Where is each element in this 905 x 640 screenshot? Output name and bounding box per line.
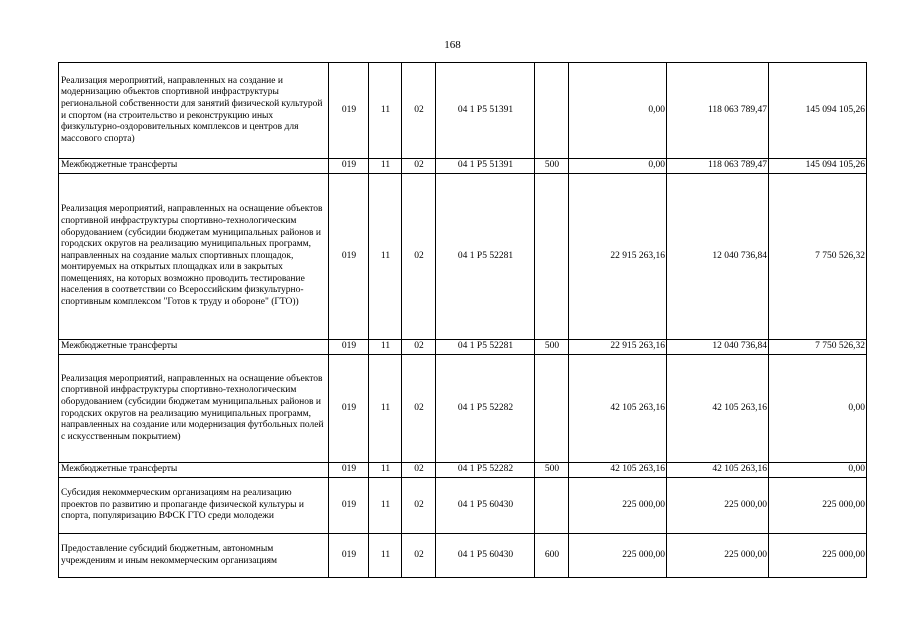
budget-table (58, 62, 867, 578)
cell-subsection: 02 (402, 463, 436, 478)
cell-target: 04 1 P5 51391 (436, 63, 535, 159)
cell-target: 04 1 P5 52281 (436, 340, 535, 355)
cell-section: 11 (369, 174, 402, 340)
cell-year3: 0,00 (769, 463, 867, 478)
cell-target: 04 1 P5 52282 (436, 463, 535, 478)
table-row (59, 534, 867, 578)
table-row (59, 355, 867, 463)
cell-year1: 0,00 (569, 63, 667, 159)
cell-subsection: 02 (402, 174, 436, 340)
cell-section: 11 (369, 63, 402, 159)
cell-section: 11 (369, 340, 402, 355)
cell-year3: 7 750 526,32 (769, 174, 867, 340)
table-row (59, 63, 867, 159)
cell-name: Реализация мероприятий, направленных на создание и модернизацию объектов спортивной инфраструктуры региональной собственности для занятий физической культурой и спортом (на строительство и реконструкцию иных физкультурно-оздоровительных комплексов и центров для массового спорта) (59, 63, 329, 159)
cell-subsection: 02 (402, 534, 436, 578)
cell-subsection: 02 (402, 340, 436, 355)
cell-target: 04 1 P5 60430 (436, 534, 535, 578)
cell-vr (535, 174, 569, 340)
cell-year1: 22 915 263,16 (569, 174, 667, 340)
cell-year1: 0,00 (569, 159, 667, 174)
cell-vr (535, 355, 569, 463)
cell-year2: 42 105 263,16 (667, 355, 769, 463)
cell-subsection: 02 (402, 355, 436, 463)
cell-year3: 225 000,00 (769, 534, 867, 578)
cell-ministry: 019 (329, 63, 369, 159)
cell-year2: 225 000,00 (667, 478, 769, 534)
cell-ministry: 019 (329, 174, 369, 340)
table-row (59, 463, 867, 478)
cell-name: Межбюджетные трансферты (59, 340, 329, 355)
cell-year3: 225 000,00 (769, 478, 867, 534)
cell-ministry: 019 (329, 159, 369, 174)
cell-year3: 145 094 105,26 (769, 63, 867, 159)
cell-ministry: 019 (329, 340, 369, 355)
cell-ministry: 019 (329, 463, 369, 478)
cell-year3: 7 750 526,32 (769, 340, 867, 355)
cell-vr (535, 63, 569, 159)
cell-vr: 500 (535, 159, 569, 174)
cell-year2: 118 063 789,47 (667, 63, 769, 159)
table-row (59, 340, 867, 355)
cell-ministry: 019 (329, 534, 369, 578)
cell-subsection: 02 (402, 478, 436, 534)
cell-section: 11 (369, 478, 402, 534)
cell-name: Субсидия некоммерческим организациям на реализацию проектов по развитию и пропаганде физической культуры и спорта, популяризацию ВФСК ГТО среди молодежи (59, 478, 329, 534)
cell-year2: 42 105 263,16 (667, 463, 769, 478)
cell-name: Реализация мероприятий, направленных на оснащение объектов спортивной инфраструктуры спортивно-технологическим оборудованием (субсидии бюджетам муниципальных районов и городских округов на реализацию муниципальных программ, направленных на создание малых спортивных площадок, монтируемых на открытых площадках или в закрытых помещениях, на которых возможно проводить тестирование населения в соответствии со Всероссийским физкультурно-спортивным комплексом "Готов к труду и обороне" (ГТО)) (59, 174, 329, 340)
cell-year3: 145 094 105,26 (769, 159, 867, 174)
cell-year2: 12 040 736,84 (667, 174, 769, 340)
cell-vr: 600 (535, 534, 569, 578)
table-row (59, 478, 867, 534)
cell-target: 04 1 P5 52282 (436, 355, 535, 463)
cell-ministry: 019 (329, 478, 369, 534)
cell-target: 04 1 P5 52281 (436, 174, 535, 340)
cell-vr (535, 478, 569, 534)
cell-vr: 500 (535, 463, 569, 478)
cell-year2: 118 063 789,47 (667, 159, 769, 174)
cell-name: Межбюджетные трансферты (59, 463, 329, 478)
cell-year2: 225 000,00 (667, 534, 769, 578)
cell-subsection: 02 (402, 159, 436, 174)
cell-year1: 225 000,00 (569, 534, 667, 578)
cell-section: 11 (369, 534, 402, 578)
cell-section: 11 (369, 463, 402, 478)
page-number: 168 (444, 39, 461, 51)
cell-year1: 22 915 263,16 (569, 340, 667, 355)
cell-section: 11 (369, 159, 402, 174)
cell-year3: 0,00 (769, 355, 867, 463)
cell-name: Реализация мероприятий, направленных на оснащение объектов спортивной инфраструктуры спортивно-технологическим оборудованием (субсидии бюджетам муниципальных районов и городских округов на реализацию муниципальных программ, направленных на создание или модернизация футбольных полей с искусственным покрытием) (59, 355, 329, 463)
table-row (59, 174, 867, 340)
table-row (59, 159, 867, 174)
cell-name: Межбюджетные трансферты (59, 159, 329, 174)
cell-year1: 42 105 263,16 (569, 463, 667, 478)
cell-year1: 42 105 263,16 (569, 355, 667, 463)
cell-ministry: 019 (329, 355, 369, 463)
cell-year1: 225 000,00 (569, 478, 667, 534)
cell-target: 04 1 P5 51391 (436, 159, 535, 174)
cell-subsection: 02 (402, 63, 436, 159)
cell-target: 04 1 P5 60430 (436, 478, 535, 534)
cell-name: Предоставление субсидий бюджетным, автономным учреждениям и иным некоммерческим организациям (59, 534, 329, 578)
cell-vr: 500 (535, 340, 569, 355)
cell-section: 11 (369, 355, 402, 463)
cell-year2: 12 040 736,84 (667, 340, 769, 355)
